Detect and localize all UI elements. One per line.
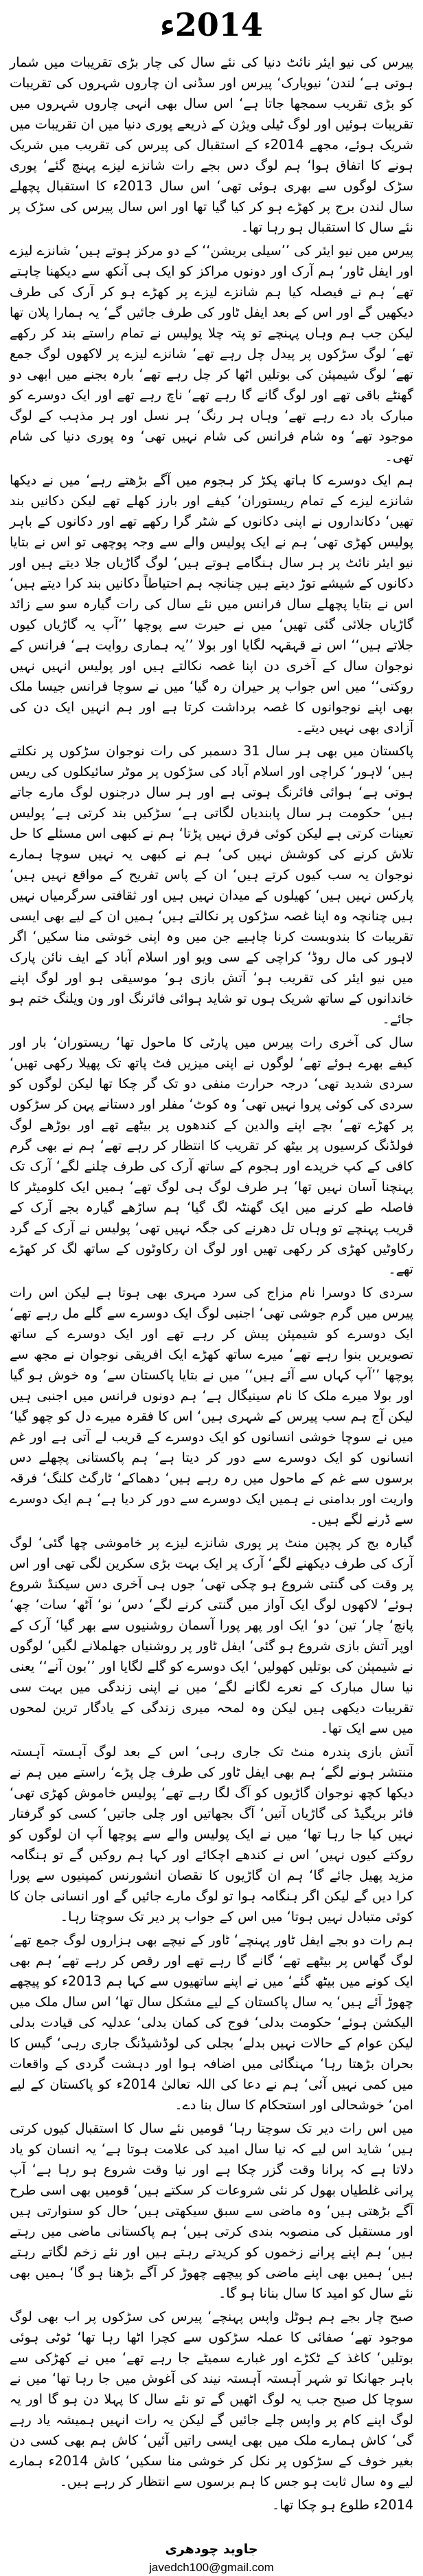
author-name: جاوید چودھری [165,2542,258,2557]
column-paragraph: گیارہ بج کر پچپن منٹ پر پوری شانزے لیزے پر خاموشی چھا گئی‘ لوگ آرک کی طرف دیکھنے لگے‘ آرک پر ایک بہت بڑی سکرین لگی تھی اور اس پر وقت کی گنتی شروع ہو چکی تھی‘ جوں ہی آخری دس سیکنڈ شروع ہوئے‘ لاکھوں لوگ ایک آواز میں گنتی کرنے لگے‘ دس‘ نو‘ آٹھ‘ سات‘ چھ‘ پانچ‘ چار‘ تین‘ دو‘ ایک اور پھر پورا آسمان روشنیوں سے بھر گیا‘ آرک کے اوپر آتش بازی شروع ہو گئی‘ ایفل ٹاور پر روشنیاں جھلملانے لگیں‘ لوگوں نے شیمپئن کی بوتلیں کھولیں‘ ایک دوسرے کو گلے لگایا اور ’’بون آنے‘‘ یعنی نیا سال مبارک کے نعرے لگانے لگے‘ میں نے اپنی زندگی میں بہت سی تقریبات دیکھی ہیں لیکن وہ لمحہ میری زندگی کے یادگار ترین لمحوں میں سے ایک تھا۔ [10,1535,413,1736]
column-paragraph: پیرس میں نیو ایئر کی ’’سیلی بریشن‘‘ کے دو مرکز ہوتے ہیں‘ شانزے لیزے اور ایفل ٹاور‘ ہم آرک اور دونوں مراکز کو ایک ہی آنکھ سے دیکھنا چاہتے تھے‘ ہم نے فیصلہ کیا ہم شانزے لیزے پر کھڑے ہو کر آرک کی طرف دیکھیں گے اور اس کے بعد ایفل ٹاور کی طرف جائیں گے‘ یہ ہمارا پلان تھا لیکن جب ہم وہاں پہنچے تو پتہ چلا پولیس نے تمام راستے بند کر رکھے تھے‘ لوگ سڑکوں پر پیدل چل رہے تھے‘ شانزے لیزے پر لاکھوں لوگ جمع تھے‘ لوگ شیمپئن کی بوتلیں اٹھا کر چل رہے تھے‘ بارہ بجنے میں ابھی دو گھنٹے باقی تھے اور لوگ گانے گا رہے تھے‘ ناچ رہے تھے اور ایک دوسرے کو مبارک باد دے رہے تھے‘ وہاں ہر رنگ‘ ہر نسل اور ہر مذہب کے لوگ موجود تھے‘ وہ شام فرانس کی شام نہیں تھی‘ وہ پوری دنیا کی شام تھی۔ [10,243,413,465]
column-paragraph: ہم ایک دوسرے کا ہاتھ پکڑ کر ہجوم میں آگے بڑھتے رہے‘ میں نے دیکھا شانزے لیزے کے تمام ریستوران‘ کیفے اور بارز کھلے تھے لیکن دکانیں بند تھیں‘ دکانداروں نے اپنی دکانوں کے شٹر گرا رکھے تھے اور دکانوں کے باہر پولیس کھڑی تھی‘ ہم نے ایک پولیس والے سے وجہ پوچھی تو اس نے بتایا نیو ایئر نائٹ پر ہر سال ہنگامے ہوتے ہیں‘ لوگ گاڑیاں جلا دیتے ہیں اور دکانوں کے شیشے توڑ دیتے ہیں چنانچہ ہم احتیاطاً دکانیں بند کرا دیتے ہیں‘ اس نے بتایا پچھلے سال فرانس میں نئے سال کی رات گیارہ سو سے زائد گاڑیاں جلائی گئی تھیں‘ میں نے حیرت سے پوچھا ’’آپ یہ گاڑیاں کیوں جلاتے ہیں‘‘ اس نے قہقہہ لگایا اور بولا ’’یہ ہماری روایت ہے‘ فرانس کے نوجوان سال کے آخری دن اپنا غصہ نکالتے ہیں اور پولیس انہیں نہیں روکتی‘‘ میں اس جواب پر حیران رہ گیا‘ میں نے سوچا فرانس جیسا ملک بھی اپنے نوجوانوں کا غصہ برداشت کرتا ہے اور ہم انہیں ایک دن کی آزادی بھی نہیں دیتے۔ [10,472,413,735]
column-paragraph: میں اس رات دیر تک سوچتا رہا‘ قومیں نئے سال کا استقبال کیوں کرتی ہیں‘ شاید اس لیے کہ نیا سال امید کی علامت ہوتا ہے‘ یہ انسان کو یاد دلاتا ہے کہ پرانا وقت گزر چکا ہے اور نیا وقت شروع ہو رہا ہے‘ آپ پرانی غلطیاں بھول کر نئی شروعات کر سکتے ہیں‘ قومیں بھی اسی طرح آگے بڑھتی ہیں‘ وہ ماضی سے سبق سیکھتی ہیں‘ حال کو سنوارتی ہیں اور مستقبل کی منصوبہ بندی کرتی ہیں‘ ہم پاکستانی ماضی میں رہتے ہیں‘ ہم اپنے پرانے زخموں کو کریدتے رہتے ہیں اور نئے زخم لگاتے رہتے ہیں‘ ہمیں بھی اپنے ماضی کو پیچھے چھوڑ کر آگے بڑھنا ہو گا‘ ہمیں بھی نئے سال کو امید کا سال بنانا ہو گا۔ [10,2120,413,2301]
column-paragraph: سال کی آخری رات پیرس میں پارٹی کا ماحول تھا‘ ریستوران‘ بار اور کیفے بھرے ہوئے تھے‘ لوگوں نے اپنی میزیں فٹ پاتھ تک پھیلا رکھی تھیں‘ سردی شدید تھی‘ درجہ حرارت منفی دو تک گر چکا تھا لیکن لوگوں کو سردی کی کوئی پروا نہیں تھی‘ وہ کوٹ‘ مفلر اور دستانے پہن کر سڑکوں پر کھڑے تھے‘ بچے اپنے والدین کے کندھوں پر بیٹھے تھے اور بوڑھے لوگ فولڈنگ کرسیوں پر بیٹھ کر تقریب کا انتظار کر رہے تھے‘ ہم نے بھی گرم کافی کے کپ خریدے اور ہجوم کے ساتھ آرک کی طرف چلنے لگے‘ آرک تک پہنچنا آسان نہیں تھا‘ ہر طرف لوگ ہی لوگ تھے‘ ہمیں ایک کلومیٹر کا فاصلہ طے کرنے میں ایک گھنٹہ لگ گیا‘ ہم ساڑھے گیارہ بجے آرک کے قریب پہنچے تو وہاں تل دھرنے کی جگہ نہیں تھی‘ پولیس نے آرک کے گرد رکاوٹیں کھڑی کر رکھی تھیں اور لوگ ان رکاوٹوں کے ساتھ لگ کر کھڑے تھے۔ [10,1034,413,1277]
column-title: 2014ء [160,6,263,43]
closing-line: 2014ء طلوع ہو چکا تھا۔ [272,2497,413,2513]
column-paragraph: پیرس کی نیو ایئر نائٹ دنیا کی نئے سال کی چار بڑی تقریبات میں شمار ہوتی ہے‘ لندن‘ نیویارک‘ پیرس اور سڈنی ان چاروں شہروں کی تقریبات کو بڑی تقریب سمجھا جاتا ہے‘ اس سال بھی انہی چاروں شہروں میں تقریبات ہوئیں اور لوگ ٹیلی ویژن کے ذریعے پوری دنیا میں ان تقریبات میں شریک ہوئے، مجھے 2014ء کے استقبال کی پیرس کی تقریب میں شریک ہونے کا اتفاق ہوا‘ ہم لوگ دس بجے رات شانزے لیزے پہنچ گئے‘ پوری سڑک لوگوں سے بھری ہوئی تھی‘ اس سال 2013ء کا استقبال پچھلے سال لندن برج پر کھڑے ہو کر کیا گیا تھا اور اس سال پیرس کی سڑک پر نئے سال کا استقبال ہو رہا تھا۔ [10,54,414,235]
author-email[interactable]: javedch100@gmail.com [149,2561,274,2574]
column-paragraph: ہم رات دو بجے ایفل ٹاور پہنچے‘ ٹاور کے نیچے بھی ہزاروں لوگ جمع تھے‘ لوگ گھاس پر بیٹھے تھے‘ گانے گا رہے تھے اور رقص کر رہے تھے‘ ہم بھی ایک کونے میں بیٹھ گئے‘ میں نے اپنے ساتھیوں سے کہا ہم 2013ء کو پیچھے چھوڑ آئے ہیں‘ یہ سال پاکستان کے لیے مشکل سال تھا‘ اس سال ملک میں الیکشن ہوئے‘ حکومت بدلی‘ فوج کی کمان بدلی‘ عدلیہ کی قیادت بدلی لیکن عوام کے حالات نہیں بدلے‘ بجلی کی لوڈشیڈنگ جاری رہی‘ گیس کا بحران بڑھتا رہا‘ مہنگائی میں اضافہ ہوا اور دہشت گردی کے واقعات میں کمی نہیں آئی‘ ہم نے دعا کی اللہ تعالیٰ 2014ء کو پاکستان کے لیے امن‘ خوشحالی اور استحکام کا سال بنا دے۔ [10,1932,413,2113]
column-body [10,52,413,2492]
column-paragraph: صبح چار بجے ہم ہوٹل واپس پہنچے‘ پیرس کی سڑکوں پر اب بھی لوگ موجود تھے‘ صفائی کا عملہ سڑکوں سے کچرا اٹھا رہا تھا‘ ٹوٹی ہوئی بوتلیں‘ کاغذ کے ٹکڑے اور غبارے سمیٹے جا رہے تھے‘ میں نے کھڑکی سے باہر جھانکا تو شہر آہستہ آہستہ نیند کی آغوش میں جا رہا تھا‘ میں نے سوچا کل صبح جب یہ لوگ اٹھیں گے تو نئے سال کا پہلا دن ہو گا اور یہ لوگ اپنے کام پر واپس چلے جائیں گے لیکن یہ رات انہیں ہمیشہ یاد رہے گی‘ کاش ہمارے ملک میں بھی ایسی راتیں آئیں‘ کاش ہم بھی کسی دن بغیر خوف کے سڑکوں پر نکل کر خوشی منا سکیں‘ کاش 2014ء ہمارے لیے وہ سال ثابت ہو جس کا ہم برسوں سے انتظار کر رہے ہیں۔ [10,2309,414,2489]
column-paragraph: پاکستان میں بھی ہر سال 31 دسمبر کی رات نوجوان سڑکوں پر نکلتے ہیں‘ لاہور‘ کراچی اور اسلام آباد کی سڑکوں پر موٹر سائیکلوں کی ریس ہوتی ہے‘ ہوائی فائرنگ ہوتی ہے اور ہر سال درجنوں لوگ مارے جاتے ہیں‘ حکومت ہر سال پابندیاں لگاتی ہے‘ سڑکیں بند کرتی ہے‘ پولیس تعینات کرتی ہے لیکن کوئی فرق نہیں پڑتا‘ ہم نے کبھی اس مسئلے کا حل تلاش کرنے کی کوشش نہیں کی‘ ہم نے کبھی یہ نہیں سوچا ہمارے نوجوان یہ سب کیوں کرتے ہیں‘ ان کے پاس تفریح کے مواقع نہیں ہیں‘ پارکس نہیں ہیں‘ کھیلوں کے میدان نہیں ہیں اور ثقافتی سرگرمیاں نہیں ہیں چنانچہ وہ اپنا غصہ سڑکوں پر نکالتے ہیں‘ ہمیں ان کے لیے بھی ایسی تقریبات کا بندوبست کرنا چاہیے جن میں وہ اپنی خوشی منا سکیں‘ اگر لاہور کی مال روڈ‘ کراچی کے سی ویو اور اسلام آباد کے ایف نائن پارک میں نیو ایئر کی تقریب ہو‘ آتش بازی ہو‘ موسیقی ہو اور لوگ اپنے خاندانوں کے ساتھ شریک ہوں تو شاید ہوائی فائرنگ اور ون ویلنگ ختم ہو جائے۔ [10,743,413,1027]
column-paragraph: آتش بازی پندرہ منٹ تک جاری رہی‘ اس کے بعد لوگ آہستہ آہستہ منتشر ہونے لگے‘ ہم بھی ایفل ٹاور کی طرف چل پڑے‘ راستے میں ہم نے دیکھا کچھ نوجوان گاڑیوں کو آگ لگا رہے تھے‘ پولیس خاموش کھڑی تھی‘ فائر بریگیڈ کی گاڑیاں آتیں‘ آگ بجھاتیں اور چلی جاتیں‘ کسی کو گرفتار نہیں کیا جا رہا تھا‘ میں نے ایک پولیس والے سے پوچھا آپ ان لوگوں کو روکتے کیوں نہیں‘ اس نے کندھے اچکائے اور کہا ہم روکیں گے تو ہنگامہ مزید پھیل جائے گا‘ ہم ان گاڑیوں کا نقصان انشورنس کمپنیوں سے پورا کرا دیں گے لیکن اگر ہنگامہ ہوا تو لوگ مارے جائیں گے اور انسانی جان کا کوئی متبادل نہیں ہوتا‘ میں اس کے جواب پر دیر تک سوچتا رہا۔ [10,1744,413,1924]
column-paragraph: سردی کا دوسرا نام مزاج کی سرد مہری بھی ہوتا ہے لیکن اس رات پیرس میں گرم جوشی تھی‘ اجنبی لوگ ایک دوسرے سے گلے مل رہے تھے‘ ایک دوسرے کو شیمپئن پیش کر رہے تھے اور ایک دوسرے کے ساتھ تصویریں بنوا رہے تھے‘ میرے ساتھ کھڑے ایک افریقی نوجوان نے مجھ سے پوچھا ’’آپ کہاں سے آئے ہیں‘‘ میں نے بتایا پاکستان سے‘ وہ خوش ہو گیا اور بولا میرے ملک کا نام سینیگال ہے‘ ہم دونوں فرانس میں اجنبی ہیں لیکن آج ہم سب پیرس کے شہری ہیں‘ اس کا فقرہ میرے دل کو چھو گیا‘ میں نے سوچا خوشی انسانوں کو ایک دوسرے کے قریب لے آتی ہے اور غم انسانوں کو ایک دوسرے سے دور کر دیتا ہے‘ ہم پاکستانی پچھلے دس برسوں سے غم کے ماحول میں رہ رہے ہیں‘ دھماکے‘ ٹارگٹ کلنگ‘ فرقہ واریت اور بدامنی نے ہمیں ایک دوسرے سے دور کر دیا ہے‘ ہم ایک دوسرے سے ڈرنے لگے ہیں۔ [10,1285,413,1527]
